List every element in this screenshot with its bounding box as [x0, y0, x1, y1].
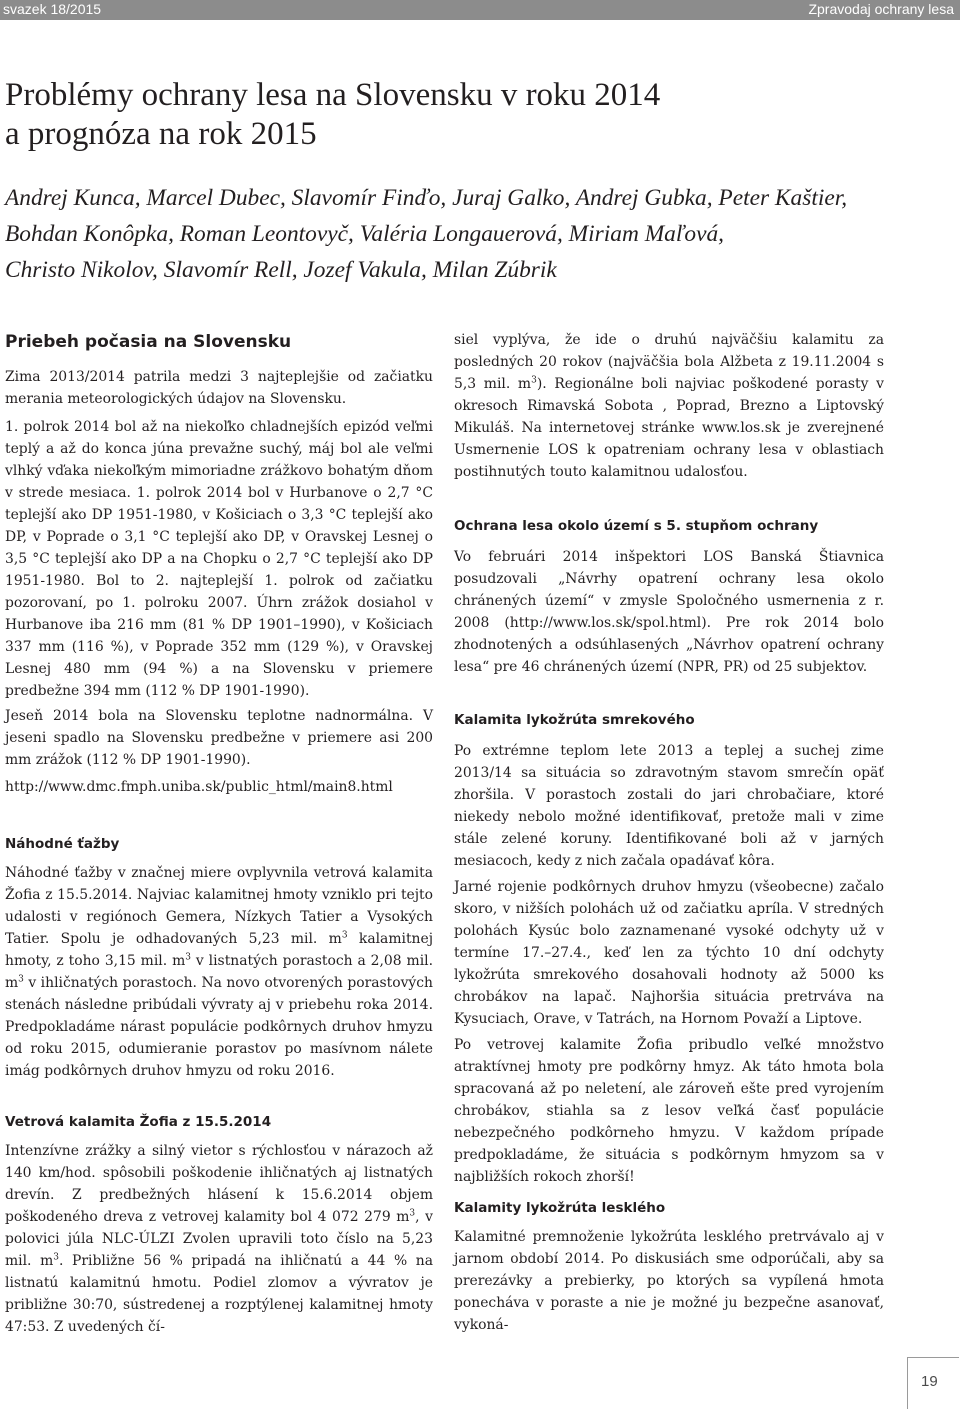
superscript: 3: [341, 930, 348, 941]
authors-line2: Bohdan Konôpka, Roman Leontovyč, Valéria Longauerová, Miriam Maľová,: [5, 221, 725, 247]
typographus-text-2: [454, 876, 884, 1030]
authors-line3: Christo Nikolov, Slavomír Rell, Jozef Vakula, Milan Zúbrik: [5, 257, 557, 283]
heading-storms: Náhodné ťažby: [5, 836, 120, 852]
article-title-line1: Problémy ochrany lesa na Slovensku v roku 2014: [5, 77, 661, 113]
weather-source-url: http://www.dmc.fmph.uniba.sk/public_html/main8.html: [5, 779, 393, 795]
section-weather: [5, 331, 433, 353]
section-protection: [454, 516, 884, 536]
weather-paragraph-1: Zima 2013/2014 patrila medzi 3 najteplejšie od začiatku merania meteorologických údajov na Slovensku.: [5, 369, 433, 407]
protection-text: [454, 546, 884, 678]
weather-paragraph-3: Jeseň 2014 bola na Slovensku teplotne nadnormálna. V jeseni spadlo na Slovensku predbežne v priemere asi 200 mm zrážok (112 % DP 1901-1990).: [5, 708, 433, 768]
article-authors: [5, 180, 945, 288]
page-number-box: [907, 1357, 959, 1409]
page-number: 19: [921, 1373, 938, 1390]
superscript: 3: [185, 952, 191, 963]
superscript: 3: [53, 1252, 60, 1263]
section-ips: [454, 1198, 884, 1218]
zofia-continued: [454, 329, 884, 483]
journal-name: Zpravodaj ochrany lesa: [808, 1, 954, 17]
weather-paragraph-2: 1. polrok 2014 bol až na niekoľko chladnejších epizód veľmi teplý a až do konca júna prevažne suchý, máj bol ale veľmi vlhký vďaka niekoľkým mimoriadne zrážkovo bohatým dňom v strede mesiaca. 1. polrok 2014 bol v Hurbanove o 2,7 °C teplejší ako DP 1951-1980, v Košiciach o 3,3 °C teplejší ako DP, v Poprade o 3,1 °C teplejší ako DP, v Oravskej Lesnej o 3,5 °C teplejší ako DP a na Chopku o 2,7 °C teplejší ako DP 1951-1980. Bol to 2. najteplejší 1. polrok od začiatku pozorovaní, po 1. polroku 2007. Úhrn zrážok dosiahol v Hurbanove iba 216 mm (81 % DP 1901–1990), v Košiciach 337 mm (116 %), v Poprade 352 mm (129 %), v Oravskej Lesnej 480 mm (94 %) a na Slovensku v priemere predbežne 394 mm (112 % DP 1901-1990).: [5, 419, 433, 699]
superscript: 3: [409, 1208, 416, 1219]
section-zofia: [5, 1112, 433, 1132]
heading-zofia: Vetrová kalamita Žofia z 15.5.2014: [5, 1114, 272, 1130]
ips-paragraph: Kalamitné premnoženie lykožrúta lesklého pretrvávalo aj v jarnom období 2014. Po diskusiách sme odporúčali, aby sa prerezávky a prebierky, po ktorých sa vypílená hmota ponecháva v poraste a nie je možné ju bezpečne asanovať, vykoná-: [454, 1229, 884, 1333]
weather-source: [5, 776, 433, 798]
storms-text: [5, 862, 433, 1082]
zofia-continued-paragraph: siel vyplýva, že ide o druhú najväčšiu kalamitu za posledných 20 rokov (najväčšia bola Alžbeta z 19.11.2004 s 5,3 mil. $m^3$). Regionálne boli najviac poškodené porasty v okresoch Rimavská Sobota , Poprad, Brezno a Liptovský Mikuláš. Na internetovej stránke www.los.sk je zverejnené Usmernenie LOS k opatreniam ochrany lesa v oblastiach postihnutých touto kalamitnou udalosťou.: [454, 332, 884, 480]
weather-text-2: [5, 416, 433, 702]
journal-volume: svazek 18/2015: [3, 1, 102, 17]
superscript: 3: [18, 974, 24, 985]
heading-protection: Ochrana lesa okolo území s 5. stupňom ochrany: [454, 518, 819, 534]
ips-text: [454, 1226, 884, 1336]
typographus-paragraph-1: Po extrémne teplom lete 2013 a teplej a suchej zime 2013/14 sa situácia so zdravotným stavom smrečín opäť zhoršila. V porastoch zostali do jari chrobačiare, ktoré niekedy nebolo možné identifikovať, pretože mali v zime stále zelené koruny. Identifikované boli až v jarných mesiacoch, kedy z nich začala opadávať kôra.: [454, 743, 884, 869]
authors-line1: Andrej Kunca, Marcel Dubec, Slavomír Finďo, Juraj Galko, Andrej Gubka, Peter Kaštier,: [5, 185, 848, 211]
running-header: [0, 0, 960, 20]
article-title-line2: a prognóza na rok 2015: [5, 116, 317, 152]
storms-paragraph: Náhodné ťažby v značnej miere ovplyvnila vetrová kalamita Žofia z 15.5.2014. Najviac kalamitnej hmoty vzniklo pri tejto udalosti v regiónoch Gemera, Nízkych Tatier a Vysokých Tatier. Spolu je odhadovaných 5,23 mil. $m^3$ kalamitnej hmoty, z toho 3,15 mil. $m^3$ v listnatých porastoch a 2,08 mil. $m^3$ v ihličnatých porastoch. Na novo otvorených porastových stenách následne pribúdali vývraty aj v priebehu roka 2014. Predpokladáme nárast populácie podkôrnych druhov hmyzu od roku 2015, odumieranie porastov po masívnom nálete imág podkôrnych druhov hmyzu od roku 2016.: [5, 865, 434, 1079]
heading-weather: Priebeh počasia na Slovensku: [5, 332, 292, 352]
heading-typographus: Kalamita lykožrúta smrekového: [454, 712, 695, 728]
section-typographus: [454, 710, 884, 730]
zofia-text: [5, 1140, 433, 1338]
heading-ips: Kalamity lykožrúta lesklého: [454, 1200, 666, 1216]
weather-text-3: [5, 705, 433, 771]
typographus-paragraph-3: Po vetrovej kalamite Žofia pribudlo veľké množstvo atraktívnej hmoty pre podkôrny hmyz. Ak táto hmota bola spracovaná až po neletení, ale zároveň ešte pred vyrojením chrobákov, stiahla sa z lesov veľká časť populácie nebezpečného podkôrneho hmyzu. V každom prípade predpokladáme, že situácia s podkôrnym hmyzom sa v najbližších rokoch zhorší!: [454, 1037, 884, 1185]
protection-paragraph: Vo februári 2014 inšpektori LOS Banská Štiavnica posudzovali „Návrhy opatrení ochrany lesa okolo chránených území“ v zmysle Spoločného usmernenia z r. 2008 (http://www.los.sk/spol.html). Pre rok 2014 bolo zhodnotených a odsúhlasených „Návrhov opatrení ochrany lesa“ pre 46 chránených území (NPR, PR) od 25 subjektov.: [454, 549, 884, 675]
page-number-rule-left: [907, 1357, 908, 1409]
weather-text: [5, 366, 433, 410]
article-title: [5, 76, 945, 154]
typographus-paragraph-2: Jarné rojenie podkôrnych druhov hmyzu (všeobecne) začalo skoro, v nižších polohách už od začiatku apríla. V stredných polohách Kysúc bolo zaznamenané vysoké odchyty už v termíne 17.–27.4., keď len za týchto 10 dní odchyty lykožrúta smrekového dosahovali hodnoty až 5000 ks chrobákov na lapač. Najhoršia situácia pretrváva na Kysuciach, Orave, v Tatrách, na Hornom Považí a Liptove.: [454, 879, 884, 1027]
page-number-rule-top: [907, 1357, 959, 1358]
typographus-text-3: [454, 1034, 884, 1188]
typographus-text-1: [454, 740, 884, 872]
section-storms: [5, 834, 433, 854]
superscript: 3: [531, 375, 537, 386]
zofia-paragraph: Intenzívne zrážky a silný vietor s rýchlosťou v nárazoch až 140 km/hod. spôsobili poškodenie ihličnatých aj listnatých drevín. Z predbežných hlásení k 15.6.2014 objem poškodeného dreva z vetrovej kalamity bol 4 072 279 $m^3$, v polovici júla NLC-ÚLZI Zvolen upravili toto číslo na 5,23 mil. $m^3$. Približne 56 % pripadá na ihličnatú a 44 % na listnatú kalamitnú hmotu. Podiel zlomov a vývratov je približne 30:70, sústredenej a rozptýlenej kalamitnej hmoty 47:53. Z uvedených čí-: [5, 1143, 434, 1335]
